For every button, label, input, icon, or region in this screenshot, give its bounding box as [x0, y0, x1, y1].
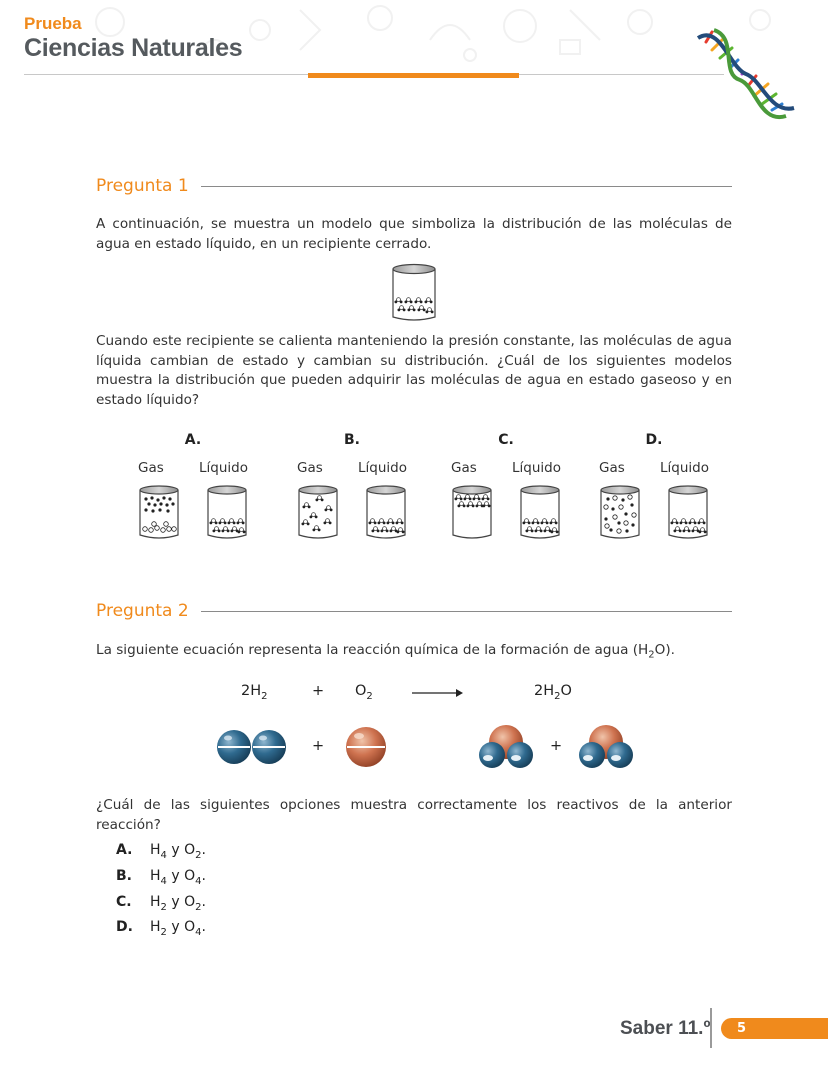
option-b-liquid-label: Líquido	[358, 460, 407, 476]
cylinder-liquid-model	[391, 263, 437, 323]
question-2-title: Pregunta 2	[96, 601, 189, 621]
question-1-intro: A continuación, se muestra un modelo que simboliza la distribución de las moléculas de agua en estado líquido, en un recipiente cerrado.	[96, 216, 732, 252]
option-c-liquid-label: Líquido	[512, 460, 561, 476]
subject-title: Ciencias Naturales	[24, 34, 243, 62]
question-1-header	[96, 176, 732, 196]
question-2-prompt: ¿Cuál de las siguientes opciones muestra correctamente los reactivos de la anterior reacción?	[96, 797, 732, 833]
header-accent-bar	[308, 73, 519, 78]
answer-b[interactable]: B. $H_4$ y $O_4$.	[116, 867, 206, 887]
option-b-liquid-cylinder	[365, 485, 407, 541]
option-b-gas-label: Gas	[297, 460, 323, 476]
h2-molecules-model	[216, 724, 288, 770]
option-d-letter: D.	[645, 432, 663, 448]
option-a-gas-cylinder	[138, 485, 180, 541]
option-a[interactable]	[138, 432, 248, 541]
option-a-gas-label: Gas	[138, 460, 164, 476]
question-1-title: Pregunta 1	[96, 176, 189, 196]
o2-molecule-model	[344, 724, 388, 770]
answer-a[interactable]: A. $H_4$ y $O_2$.	[116, 842, 206, 861]
option-c[interactable]	[451, 432, 561, 541]
option-d-liquid-cylinder	[667, 485, 709, 541]
dna-icon	[690, 28, 800, 123]
option-b-gas-cylinder	[297, 485, 339, 541]
option-d-gas-cylinder	[599, 485, 641, 541]
equation-plus: +	[312, 683, 325, 699]
question-2-intro: La siguiente ecuación representa la reacción química de la formación de agua $(H_2O)$.	[96, 642, 675, 661]
reaction-arrow-icon	[412, 688, 464, 698]
option-c-gas-label: Gas	[451, 460, 477, 476]
answer-c[interactable]: C. $H_2$ y $O_2$.	[116, 893, 206, 913]
equation-reactant-h2: $2H_2$	[241, 683, 268, 702]
question-1-rule	[201, 186, 732, 187]
option-a-letter: A.	[184, 432, 202, 448]
question-1-body: Cuando este recipiente se calienta manteniendo la presión constante, las moléculas de agua líquida cambian de estado y cambian su distribución. ¿Cuál de los siguientes modelos muestra la distribución que pueden adquirir las moléculas de agua en estado gaseoso y en estado líquido?	[96, 333, 732, 408]
model-plus-2: +	[550, 738, 563, 754]
answer-d[interactable]: D. $H_2$ y $O_4$.	[116, 919, 206, 939]
footer-separator	[710, 1008, 712, 1048]
option-c-letter: C.	[498, 432, 514, 448]
option-b-letter: B.	[344, 432, 360, 448]
brand-prueba: Prueba	[24, 14, 82, 33]
option-a-liquid-cylinder	[206, 485, 248, 541]
footer-brand: Saber 11.º	[620, 1018, 711, 1039]
equation-product-h2o: $2H_2O$	[534, 683, 572, 702]
option-a-liquid-label: Líquido	[199, 460, 248, 476]
option-d-liquid-label: Líquido	[660, 460, 709, 476]
option-c-gas-cylinder	[451, 485, 493, 541]
h2o-molecule-model-1	[477, 722, 535, 774]
option-d-gas-label: Gas	[599, 460, 625, 476]
option-d[interactable]	[599, 432, 709, 541]
equation-reactant-o2: $O_2$	[355, 683, 373, 702]
model-plus-1: +	[312, 738, 325, 754]
question-2-header	[96, 601, 732, 621]
page-number: 5	[721, 1018, 828, 1039]
option-c-liquid-cylinder	[519, 485, 561, 541]
h2o-molecule-model-2	[577, 722, 635, 774]
answer-list	[116, 840, 206, 943]
question-2-rule	[201, 611, 732, 612]
option-b[interactable]	[297, 432, 407, 541]
